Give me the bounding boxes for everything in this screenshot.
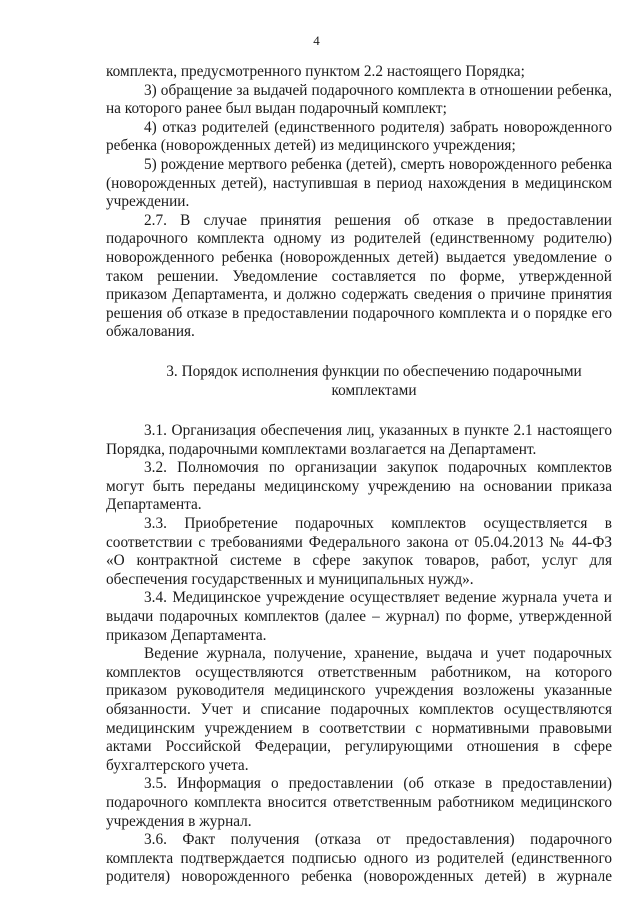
paragraph: Ведение журнала, получение, хранение, выдача и учет подарочных комплектов осуществляются ответственным работником, на которого приказом руководителя медицинского учреждения возложены указанные обязанности. Учет и списание подарочных комплектов осуществляются медицинским учреждением в соответствии с нормативными правовыми актами Российской Федерации, регулирующими отношения в сфере бухгалтерского учета. (106, 645, 612, 774)
section-2-continuation (106, 63, 612, 342)
document-body (106, 63, 612, 887)
paragraph: 3) обращение за выдачей подарочного комплекта в отношении ребенка, на которого ранее был выдан подарочный комплект; (106, 81, 612, 118)
paragraph: 3.4. Медицинское учреждение осуществляет ведение журнала учета и выдачи подарочных комплектов (далее – журнал) по форме, утвержденной приказом Департамента. (106, 589, 612, 644)
paragraph: 3.1. Организация обеспечения лиц, указанных в пункте 2.1 настоящего Порядка, подарочными комплектами возлагается на Департамент. (106, 422, 612, 458)
section-3-heading-line-2: комплектами (331, 381, 417, 399)
paragraph: 2.7. В случае принятия решения об отказе в предоставлении подарочного комплекта одному из родителей (единственному родителю) новорожденного ребенка (новорожденных детей) выдается уведомление о таком решении. Уведомление составляется по форме, утвержденной приказом Департамента, и должно содержать сведения о причине принятия решения об отказе в предоставлении подарочного комплекта и о порядке его обжалования. (106, 211, 612, 341)
page-number: 4 (313, 33, 320, 48)
paragraph: 3.5. Информация о предоставлении (об отказе в предоставлении) подарочного комплекта вносится ответственным работником медицинского учреждения в журнал. (106, 775, 612, 830)
paragraph: 4) отказ родителей (единственного родителя) забрать новорожденного ребенка (новорожденных детей) из медицинского учреждения; (106, 118, 612, 155)
section-3-body (106, 422, 612, 887)
section-3-heading-line-1: 3. Порядок исполнения функции по обеспечению подарочными (166, 362, 582, 380)
paragraph: 3.6. Факт получения (отказа от предоставления) подарочного комплекта подтверждается подписью одного из родителей (единственного родителя) новорожденного ребенка (новорожденных детей) в журнале (106, 831, 612, 886)
paragraph: 5) рождение мертвого ребенка (детей), смерть новорожденного ребенка (новорожденных детей), наступившая в период нахождения в медицинском учреждении. (106, 155, 612, 211)
paragraph: 3.3. Приобретение подарочных комплектов осуществляется в соответствии с требованиями Федерального закона от 05.04.2013 № 44-ФЗ «О контрактной системе в сфере закупок товаров, работ, услуг для обеспечения государственных и муниципальных нужд». (106, 515, 612, 588)
paragraph: 3.2. Полномочия по организации закупок подарочных комплектов могут быть переданы медицинскому учреждению на основании приказа Департамента. (106, 459, 612, 514)
paragraph: комплекта, предусмотренного пунктом 2.2 настоящего Порядка; (106, 63, 525, 80)
section-3-heading (106, 363, 612, 400)
